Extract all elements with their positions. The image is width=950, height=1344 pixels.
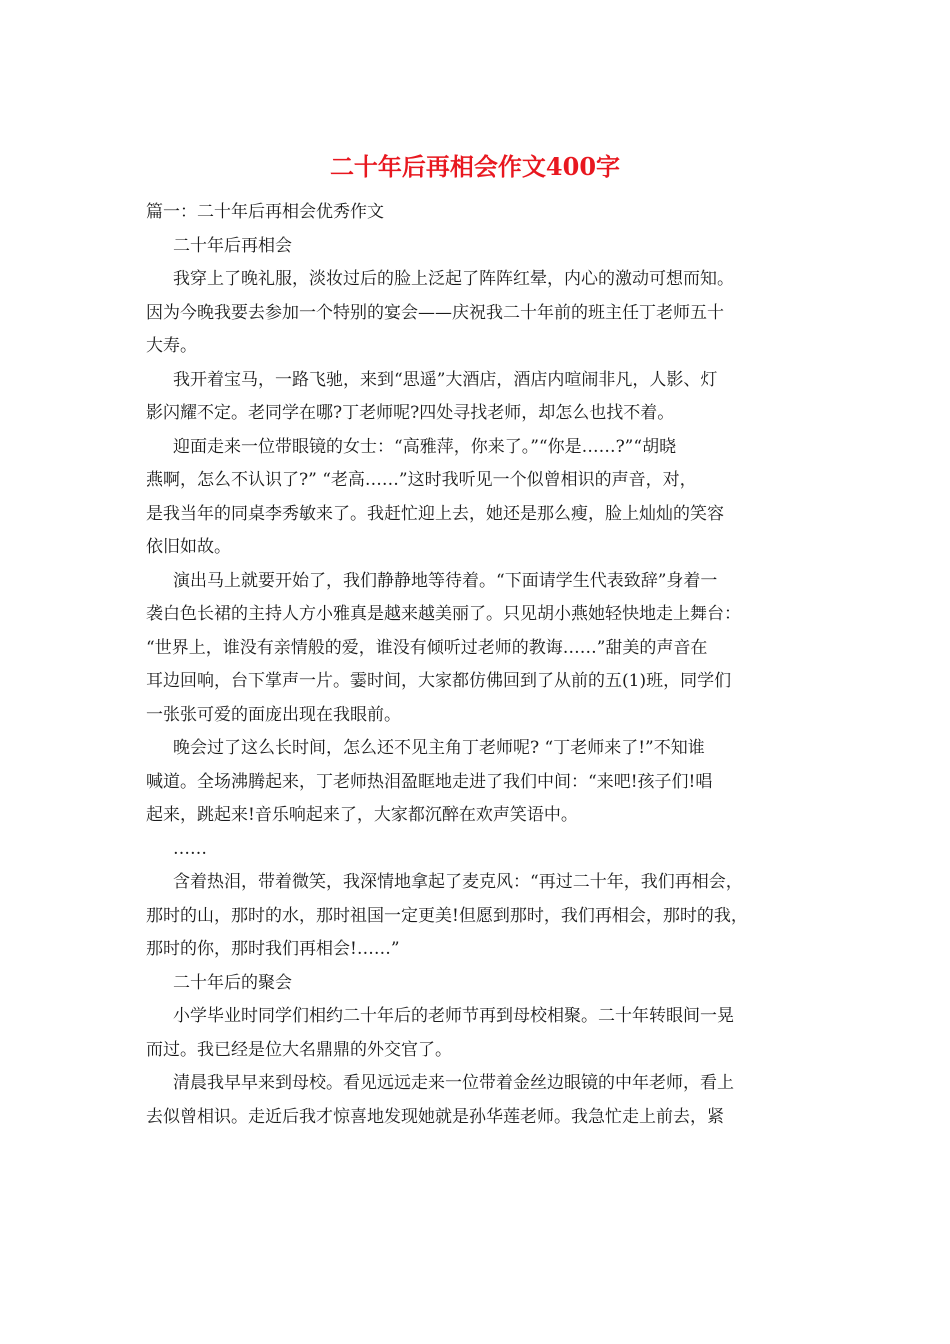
paragraph-line: 耳边回响，台下掌声一片。霎时间，大家都仿佛回到了从前的五(1)班，同学们	[146, 671, 732, 691]
paragraph-line: ……	[173, 838, 207, 859]
paragraph-line: 起来，跳起来!音乐响起来了，大家都沉醉在欢声笑语中。	[146, 805, 578, 825]
paragraph-line: 清晨我早早来到母校。看见远远走来一位带着金丝边眼镜的中年老师，看上	[173, 1073, 734, 1093]
paragraph-line: 燕啊，怎么不认识了?” “老高……”这时我听见一个似曾相识的声音，对，	[146, 470, 697, 490]
paragraph	[146, 967, 816, 1001]
paragraph-line: 那时的山，那时的水，那时祖国一定更美!但愿到那时，我们再相会，那时的我，	[146, 905, 748, 926]
section-label: 篇一：二十年后再相会优秀作文	[146, 202, 384, 222]
paragraph-line: “世界上，谁没有亲情般的爱，谁没有倾听过老师的教诲……”甜美的声音在	[146, 637, 708, 658]
paragraph-line: 大寿。	[146, 336, 197, 356]
paragraph	[146, 565, 816, 733]
paragraph-line: 含着热泪，带着微笑，我深情地拿起了麦克风：“再过二十年，我们再相会，	[173, 872, 743, 892]
paragraph-line: 二十年后再相会	[173, 235, 292, 256]
paragraph-line: 我穿上了晚礼服，淡妆过后的脸上泛起了阵阵红晕，内心的激动可想而知。	[173, 269, 734, 289]
paragraph	[146, 230, 816, 264]
paragraph-line: 因为今晚我要去参加一个特别的宴会——庆祝我二十年前的班主任丁老师五十	[146, 302, 724, 323]
paragraph	[146, 263, 816, 364]
paragraph-line: 二十年后的聚会	[173, 972, 292, 993]
paragraph-line: 袭白色长裙的主持人方小雅真是越来越美丽了。只见胡小燕她轻快地走上舞台：	[146, 604, 741, 624]
paragraph-line: 依旧如故。	[146, 537, 231, 557]
paragraph-line: 影闪耀不定。老同学在哪?丁老师呢?四处寻找老师，却怎么也找不着。	[146, 403, 675, 423]
paragraph-line: 迎面走来一位带眼镜的女士：“高雅萍，你来了。”“你是……?”“胡晓	[173, 436, 677, 457]
paragraph-line: 小学毕业时同学们相约二十年后的老师节再到母校相聚。二十年转眼间一晃	[173, 1006, 734, 1026]
paragraph-line: 那时的你，那时我们再相会!……”	[146, 939, 400, 959]
paragraph-line: 一张张可爱的面庞出现在我眼前。	[146, 704, 401, 725]
paragraph-list	[146, 230, 816, 1135]
paragraph-line: 而过。我已经是位大名鼎鼎的外交官了。	[146, 1039, 452, 1060]
paragraph	[146, 1000, 816, 1067]
paragraph-line: 喊道。全场沸腾起来，丁老师热泪盈眶地走进了我们中间：“来吧!孩子们!唱	[146, 771, 713, 792]
paragraph	[146, 364, 816, 431]
paragraph-line: 我开着宝马，一路飞驰，来到“思遥”大酒店，酒店内喧闹非凡，人影、灯	[173, 369, 718, 390]
paragraph	[146, 833, 816, 867]
paragraph	[146, 732, 816, 833]
paragraph-line: 演出马上就要开始了，我们静静地等待着。“下面请学生代表致辞”身着一	[173, 570, 718, 591]
paragraph-line: 晚会过了这么长时间，怎么还不见主角丁老师呢? “丁老师来了!”不知谁	[173, 738, 705, 758]
paragraph-line: 是我当年的同桌李秀敏来了。我赶忙迎上去，她还是那么瘦，脸上灿灿的笑容	[146, 503, 724, 524]
paragraph	[146, 431, 816, 565]
document-body	[146, 196, 816, 1134]
paragraph	[146, 866, 816, 967]
document-title: 二十年后再相会作文400字	[329, 152, 621, 181]
paragraph-line: 去似曾相识。走近后我才惊喜地发现她就是孙华莲老师。我急忙走上前去，紧	[146, 1106, 724, 1127]
paragraph	[146, 1067, 816, 1134]
